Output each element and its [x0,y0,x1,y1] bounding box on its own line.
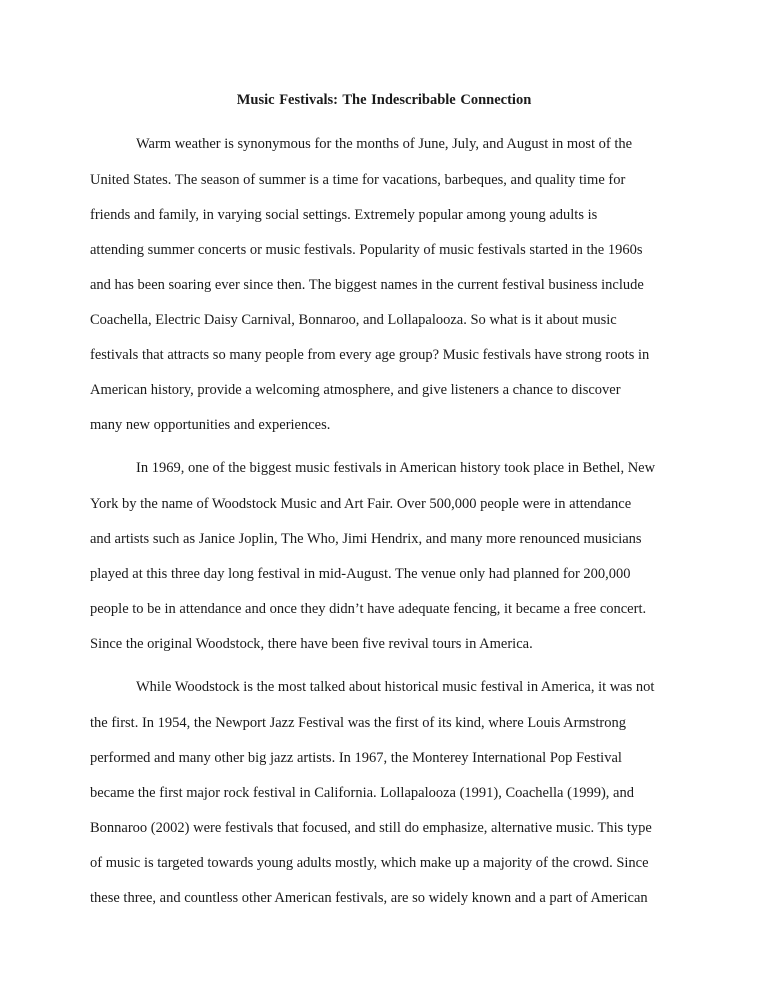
paragraph-line: played at this three day long festival in mid-August. The venue only had planned for 200,000 [90,566,631,582]
paragraph-line: these three, and countless other American festivals, are so widely known and a part of American [90,890,648,906]
paragraph-line: Warm weather is synonymous for the months of June, July, and August in most of the [136,136,633,152]
paragraph-line: people to be in attendance and once they didn’t have adequate fencing, it became a free concert. [90,601,647,617]
paragraph-line: While Woodstock is the most talked about historical music festival in America, it was not [136,679,655,695]
paragraph-line: Since the original Woodstock, there have been five revival tours in America. [90,636,533,652]
paragraph-line: In 1969, one of the biggest music festivals in American history took place in Bethel, New [136,460,656,476]
paragraph-line: and artists such as Janice Joplin, The Who, Jimi Hendrix, and many more renounced musicians [90,531,642,547]
paragraph-line: United States. The season of summer is a time for vacations, barbeques, and quality time for [90,172,626,188]
paragraph-line: of music is targeted towards young adults mostly, which make up a majority of the crowd. Since [90,855,649,871]
paragraph-line: performed and many other big jazz artists. In 1967, the Monterey International Pop Festival [90,750,622,766]
paragraph-line: the first. In 1954, the Newport Jazz Festival was the first of its kind, where Louis Armstrong [90,715,626,731]
paragraph-line: and has been soaring ever since then. The biggest names in the current festival business include [90,277,644,293]
paragraph-line: American history, provide a welcoming atmosphere, and give listeners a chance to discover [90,382,621,398]
paragraph-line: festivals that attracts so many people from every age group? Music festivals have strong roots in [90,347,650,363]
document-title: Music Festivals: The Indescribable Connection [236,92,532,108]
paragraph-line: friends and family, in varying social settings. Extremely popular among young adults is [90,207,598,223]
paragraph-line: many new opportunities and experiences. [90,417,331,433]
paragraph-line: York by the name of Woodstock Music and Art Fair. Over 500,000 people were in attendance [90,496,632,512]
paragraph-line: Bonnaroo (2002) were festivals that focused, and still do emphasize, alternative music. This type [90,820,652,836]
paragraph-line: attending summer concerts or music festivals. Popularity of music festivals started in the 1960s [90,242,643,258]
paragraph-line: Coachella, Electric Daisy Carnival, Bonnaroo, and Lollapalooza. So what is it about music [90,312,617,328]
paragraph-line: became the first major rock festival in California. Lollapalooza (1991), Coachella (1999), and [90,785,634,801]
